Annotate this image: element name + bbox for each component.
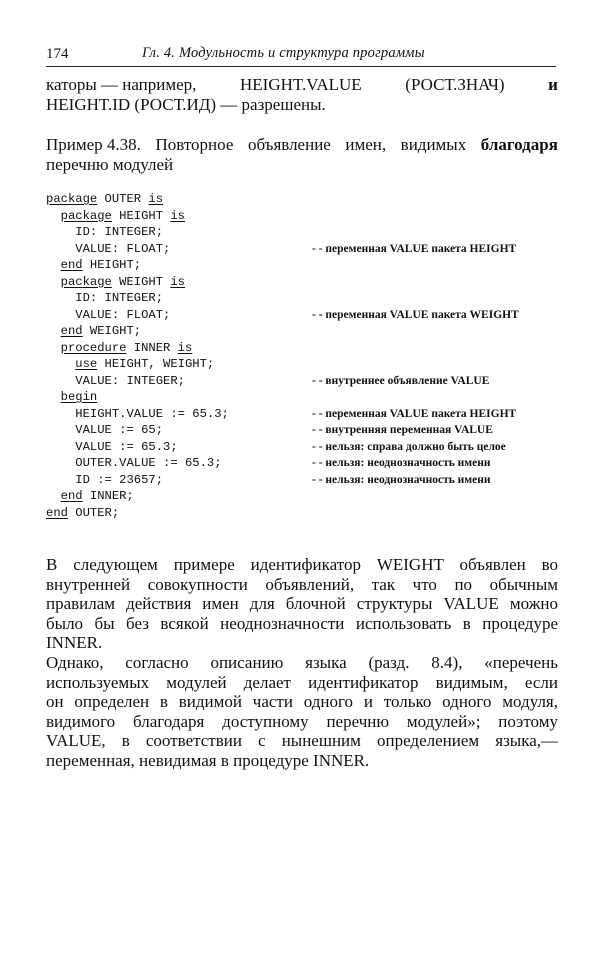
code-token: INNER; <box>82 489 134 503</box>
paragraph-line: было бы без всякой неоднозначности использовать в процедуре <box>46 613 558 633</box>
code-token: WEIGHT; <box>82 324 142 338</box>
code-keyword: package <box>60 208 112 223</box>
code-keyword: is <box>148 192 164 206</box>
code-comment: - - переменная VALUE пакета HEIGHT <box>312 242 517 255</box>
code-token: OUTER; <box>67 505 120 520</box>
example-title-line-2: перечню модулей <box>46 154 174 174</box>
paragraph-line: видимого благодаря доступному перечню модулей»; поэтому <box>46 711 558 731</box>
code-line <box>46 274 566 291</box>
code-indent <box>46 407 75 421</box>
code-line <box>46 241 566 258</box>
code-indent <box>46 275 61 289</box>
code-text <box>46 290 163 307</box>
paragraph-line: INNER. <box>46 633 103 653</box>
code-text <box>46 422 163 439</box>
code-text <box>46 472 163 489</box>
code-text <box>46 505 119 522</box>
text-fragment: благодаря <box>480 135 558 154</box>
code-token: ID := 23657; <box>75 472 164 487</box>
code-indent <box>46 440 75 454</box>
text-fragment: объявление <box>247 135 331 154</box>
code-text <box>46 406 229 423</box>
page-header <box>46 44 556 67</box>
code-comment: - - нельзя: неоднозначность имени <box>312 473 491 486</box>
continuation-line-2: HEIGHT.ID (РОСТ.ИД) — разрешены. <box>46 94 326 114</box>
code-token: HEIGHT <box>111 208 171 223</box>
continuation-paragraph <box>46 75 558 114</box>
code-keyword: procedure <box>60 340 127 355</box>
code-token: VALUE: FLOAT; <box>75 307 171 322</box>
code-text <box>46 307 170 324</box>
paragraph-line: VALUE, в соответствии с нынешним определением языка,— <box>46 731 558 751</box>
code-token: ID: INTEGER; <box>75 225 164 239</box>
code-indent <box>46 209 61 223</box>
running-head: Гл. 4. Модульность и структура программы <box>142 45 425 61</box>
code-token: HEIGHT.VALUE := 65.3; <box>75 406 229 421</box>
code-line <box>46 290 566 307</box>
paragraph-line: Однако, согласно описанию языка (разд. 8.4), «перечень <box>46 653 558 672</box>
code-line <box>46 505 566 522</box>
code-indent <box>46 341 61 355</box>
example-title <box>46 135 558 174</box>
text-fragment: имен, <box>345 135 387 154</box>
code-line <box>46 406 566 423</box>
code-keyword: end <box>60 258 83 272</box>
code-text <box>46 208 185 225</box>
code-keyword: end <box>46 505 68 520</box>
code-text <box>46 241 170 258</box>
code-line <box>46 455 566 472</box>
code-line <box>46 389 566 406</box>
code-listing <box>46 191 566 521</box>
code-token: HEIGHT, WEIGHT; <box>97 357 215 371</box>
code-text <box>46 389 97 406</box>
code-token: VALUE: INTEGER; <box>75 373 185 388</box>
code-comment: - - переменная VALUE пакета HEIGHT <box>312 407 517 420</box>
code-text <box>46 191 163 208</box>
code-comment: - - переменная VALUE пакета WEIGHT <box>312 308 519 321</box>
code-indent <box>46 489 61 503</box>
code-token: VALUE: FLOAT; <box>75 241 171 256</box>
code-keyword: end <box>60 324 83 338</box>
paragraph-line: переменная, невидимая в процедуре INNER. <box>46 750 370 770</box>
code-line <box>46 257 566 274</box>
code-text <box>46 224 163 241</box>
code-indent <box>46 308 75 322</box>
body-paragraph-1 <box>46 555 558 653</box>
code-token: WEIGHT <box>111 274 171 289</box>
paragraph-line: правилам действия имен для блочной структуры VALUE можно <box>46 594 558 614</box>
code-keyword: is <box>170 208 185 223</box>
code-line <box>46 472 566 489</box>
code-line <box>46 340 566 357</box>
code-indent <box>46 423 75 437</box>
code-token: OUTER <box>97 192 149 206</box>
code-text <box>46 323 141 340</box>
code-text <box>46 257 141 274</box>
continuation-line-1 <box>46 75 558 95</box>
text-fragment: видимых <box>400 135 467 154</box>
code-indent <box>46 374 75 388</box>
code-indent <box>46 291 75 305</box>
code-indent <box>46 324 61 338</box>
code-line <box>46 224 566 241</box>
code-text <box>46 356 214 373</box>
text-fragment: (РОСТ.ЗНАЧ) <box>405 75 505 94</box>
code-text <box>46 340 192 357</box>
code-indent <box>46 357 75 371</box>
code-token: VALUE := 65; <box>75 423 164 437</box>
code-line <box>46 356 566 373</box>
text-fragment: и <box>548 75 558 94</box>
code-comment: - - внутреннее объявление VALUE <box>312 374 490 387</box>
code-comment: - - нельзя: справа должно быть целое <box>312 440 506 453</box>
code-indent <box>46 473 75 487</box>
code-indent <box>46 390 61 404</box>
paragraph-line: внутренней совокупности объявлений, так что по обычным <box>46 574 558 594</box>
code-indent <box>46 225 75 239</box>
code-keyword: package <box>60 274 112 289</box>
code-text <box>46 439 178 456</box>
text-fragment: Повторное <box>155 135 234 154</box>
code-keyword: begin <box>60 390 98 404</box>
code-token: INNER <box>126 340 178 355</box>
code-line <box>46 373 566 390</box>
code-text <box>46 373 185 390</box>
code-keyword: package <box>46 192 98 206</box>
code-keyword: is <box>170 274 185 289</box>
body-paragraph-2 <box>46 653 558 771</box>
code-comment: - - внутренняя переменная VALUE <box>312 424 493 436</box>
code-line <box>46 323 566 340</box>
code-text <box>46 274 185 291</box>
code-indent <box>46 242 75 256</box>
code-text <box>46 488 134 505</box>
code-keyword: is <box>177 340 193 355</box>
code-indent <box>46 456 75 470</box>
paragraph-line: используемых модулей делает идентификатор видимым, если <box>46 672 558 692</box>
code-token: OUTER.VALUE := 65.3; <box>75 456 222 470</box>
code-line <box>46 488 566 505</box>
code-token: VALUE := 65.3; <box>75 439 178 454</box>
code-text <box>46 455 222 472</box>
paragraph-line: В следующем примере идентификатор WEIGHT объявлен во <box>46 555 558 574</box>
code-keyword: end <box>60 489 83 503</box>
code-indent <box>46 258 61 272</box>
code-line <box>46 422 566 439</box>
code-line <box>46 191 566 208</box>
code-token: HEIGHT; <box>82 258 142 272</box>
example-title-line-1 <box>46 135 558 155</box>
code-line <box>46 208 566 225</box>
code-comment: - - нельзя: неоднозначность имени <box>312 457 491 469</box>
text-fragment: Пример 4.38. <box>46 135 141 154</box>
paragraph-line: он определен в видимой части одного и только одного модуля, <box>46 692 558 712</box>
code-line <box>46 439 566 456</box>
code-line <box>46 307 566 324</box>
page-number: 174 <box>46 46 69 62</box>
code-token: ID: INTEGER; <box>75 291 164 305</box>
text-fragment: HEIGHT.VALUE <box>240 75 362 94</box>
text-fragment: каторы — например, <box>46 75 197 94</box>
code-keyword: use <box>75 357 98 371</box>
